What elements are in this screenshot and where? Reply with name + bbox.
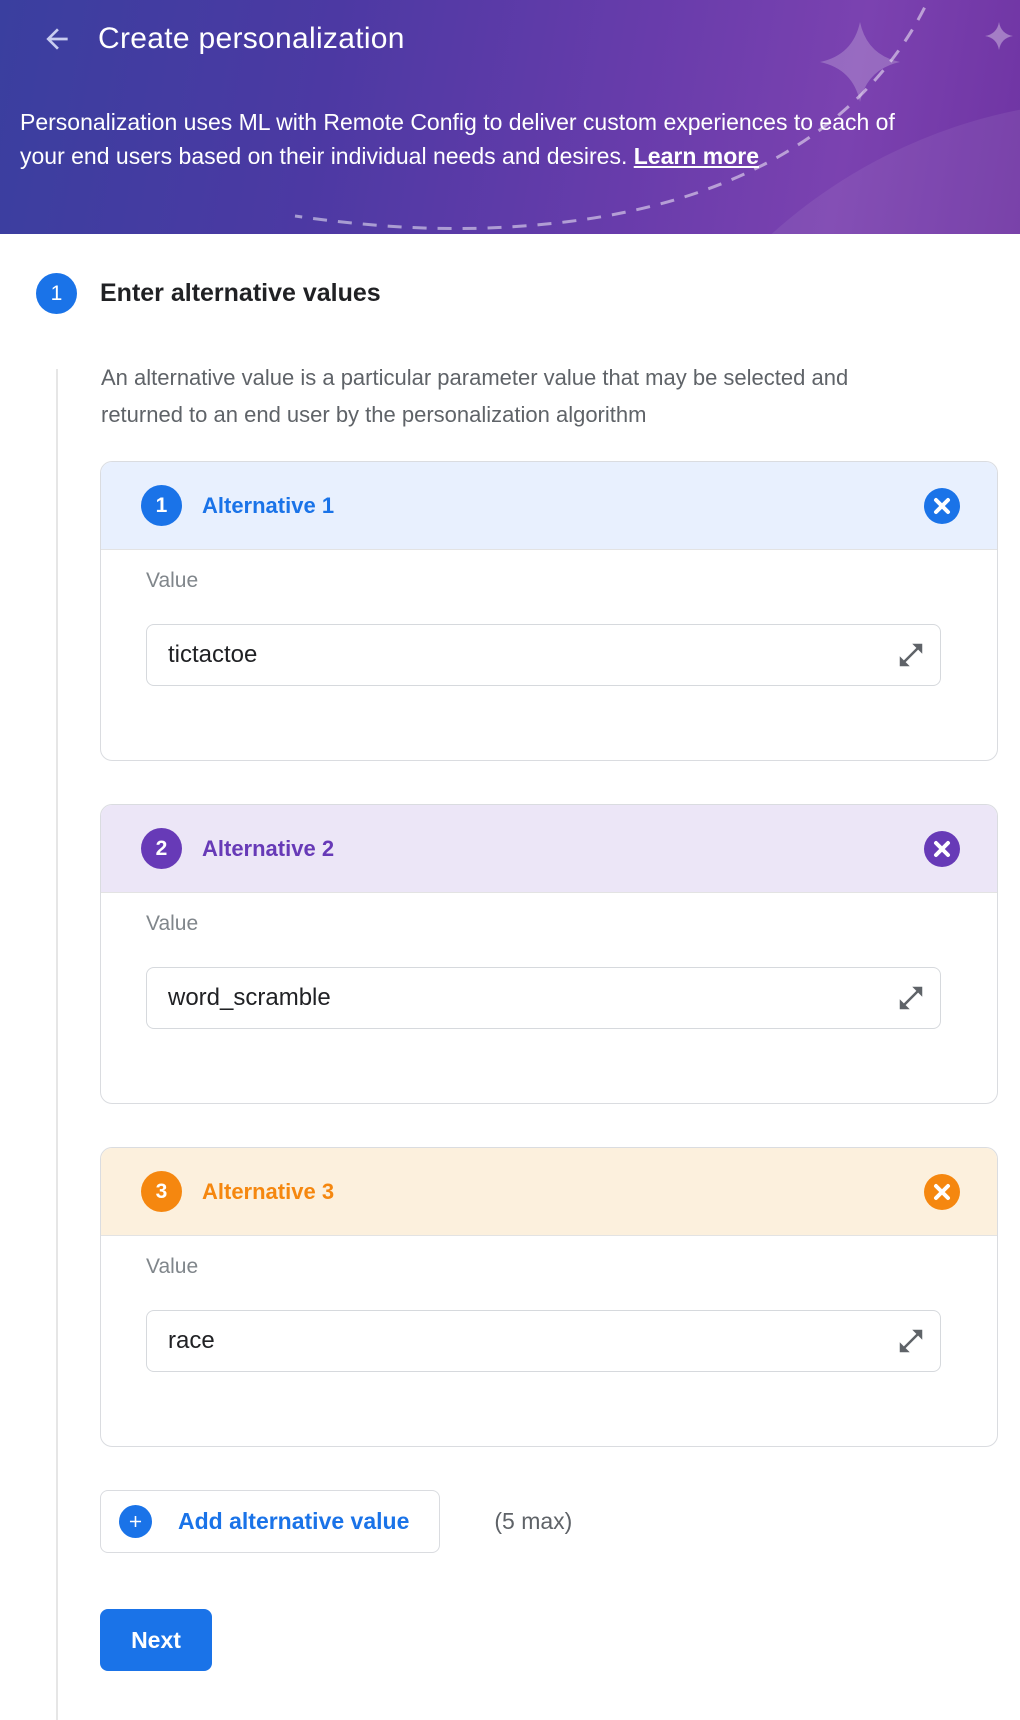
back-arrow-icon[interactable] [40, 22, 74, 56]
value-input[interactable] [146, 624, 941, 686]
open-in-full-icon [896, 640, 926, 670]
expand-value-button[interactable] [889, 633, 933, 677]
close-icon [924, 1174, 960, 1210]
expand-value-button[interactable] [889, 1319, 933, 1363]
expand-value-button[interactable] [889, 976, 933, 1020]
alternative-label: Alternative 1 [202, 492, 335, 518]
value-input[interactable] [146, 1310, 941, 1372]
add-button-label: Add alternative value [178, 1508, 410, 1534]
page-title: Create personalization [98, 22, 405, 55]
header-banner [0, 0, 1020, 234]
close-icon [924, 488, 960, 524]
max-alternatives-hint: (5 max) [494, 1508, 573, 1534]
learn-more-link[interactable]: Learn more [633, 143, 759, 169]
close-icon [924, 831, 960, 867]
plus-glyph [126, 1512, 145, 1531]
main-content [0, 273, 1020, 1671]
open-in-full-icon [896, 983, 926, 1013]
value-label: Value [146, 912, 199, 935]
alternative-number-badge: 2 [141, 828, 182, 869]
alternative-card-header [101, 1148, 997, 1236]
alternative-card-body [101, 893, 997, 1029]
alternative-card-header [101, 805, 997, 893]
remove-alternative-button[interactable] [924, 488, 960, 524]
alternative-number-badge: 3 [141, 1171, 182, 1212]
step-connector-line [56, 369, 58, 1720]
value-input[interactable] [146, 967, 941, 1029]
add-alternative-value-button[interactable] [100, 1490, 440, 1553]
remove-alternative-button[interactable] [924, 831, 960, 867]
open-in-full-icon [896, 1326, 926, 1356]
remove-alternative-button[interactable] [924, 1174, 960, 1210]
arrow-left-glyph [41, 23, 73, 55]
alternative-card-1 [100, 461, 998, 761]
next-button[interactable]: Next [100, 1609, 212, 1671]
banner-description [20, 105, 900, 173]
step-description: An alternative value is a particular parameter value that may be selected and returned to an end user by the personalization algorithm [101, 365, 849, 427]
step-number-badge: 1 [36, 273, 77, 314]
step-header [36, 273, 1020, 314]
plus-icon [119, 1505, 152, 1538]
alternative-label: Alternative 3 [202, 1178, 335, 1204]
step-title: Enter alternative values [100, 279, 381, 307]
alternative-card-2 [100, 804, 998, 1104]
alternative-number-badge: 1 [141, 485, 182, 526]
alternative-card-3 [100, 1147, 998, 1447]
add-alternative-row [100, 1490, 1020, 1553]
value-label: Value [146, 569, 199, 592]
alternative-label: Alternative 2 [202, 835, 335, 861]
value-label: Value [146, 1255, 199, 1278]
alternative-card-body [101, 1236, 997, 1372]
banner-description-text: Personalization uses ML with Remote Config to deliver custom experiences to each of your end users based on their individual needs and desires. [20, 109, 895, 169]
alternative-card-header [101, 462, 997, 550]
alternative-card-body [101, 550, 997, 686]
